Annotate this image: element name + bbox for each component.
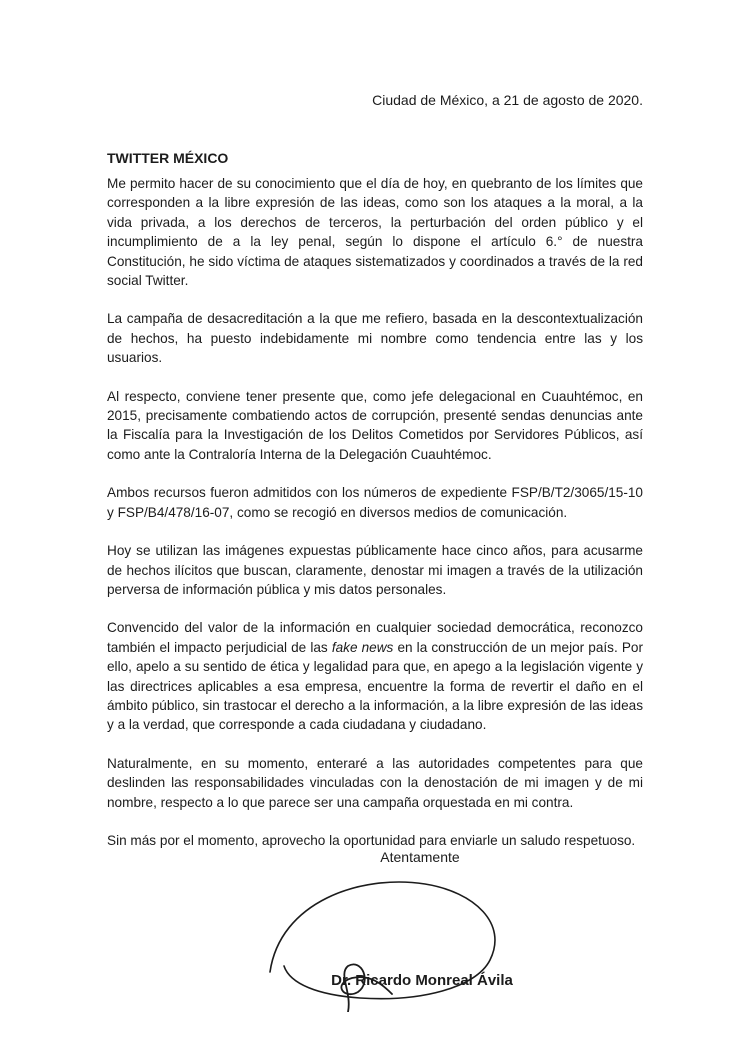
fake-news-after: en la construcción de un mejor país. Por ello, apelo a su sentido de ética y legalidad para que, en apego a la legislación vigente y las directrices aplicables a esa empresa, encuentre la forma de revertir el daño en el ámbito público, sin trastocar el derecho a la información, a la libre expresión de las ideas y a la verdad, que corresponde a cada ciudadana y ciudadano. (107, 639, 643, 733)
paragraph-background: Al respecto, conviene tener presente que, como jefe delegacional en Cuauhtémoc, en 2015, precisamente combatiendo actos de corrupción, presenté sendas denuncias ante la Fiscalía para la Investigación de los Delitos Cometidos por Servidores Públicos, así como ante la Contraloría Interna de la Delegación Cuauhtémoc. (107, 388, 643, 462)
paragraph-fake-news (107, 618, 643, 734)
fake-news-emphasis: fake news (331, 639, 394, 655)
paragraph-authorities: Naturalmente, en su momento, enteraré a las autoridades competentes para que deslinden las responsabilidades vinculadas con la denostación de mi imagen y de mi nombre, respecto a lo que parece ser una campaña orquestada en mi contra. (107, 755, 643, 810)
letter-date: Ciudad de México, a 21 de agosto de 2020. (372, 92, 643, 108)
letter-body (107, 174, 643, 869)
paragraph-case-numbers: Ambos recursos fueron admitidos con los números de expediente FSP/B/T2/3065/15-10 y FSP/B4/478/16-07, como se recogió en diversos medios de comunicación. (107, 485, 643, 520)
paragraph-images: Hoy se utilizan las imágenes expuestas públicamente hace cinco años, para acusarme de hechos ilícitos que buscan, claramente, denostar mi imagen a través de la utilización perversa de información pública y mis datos personales. (107, 543, 643, 597)
paragraph-farewell: Sin más por el momento, aprovecho la oportunidad para enviarle un saludo respetuoso. (107, 832, 636, 848)
letter-recipient: TWITTER MÉXICO (107, 150, 229, 166)
paragraph-complaint: Me permito hacer de su conocimiento que el día de hoy, en quebranto de los límites que corresponden a la libre expresión de las ideas, como son los ataques a la moral, a la vida privada, a los derechos de terceros, la perturbación del orden público y el incumplimiento de a la ley penal, según lo dispone el artículo 6.° de nuestra Constitución, he sido víctima de ataques sistematizados y coordinados a través de la red social Twitter. (107, 176, 643, 289)
paragraph-campaign: La campaña de desacreditación a la que me refiero, basada en la descontextualización de hechos, ha puesto indebidamente mi nombre como tendencia entre las y los usuarios. (107, 311, 643, 366)
letter-closing: Atentamente (380, 849, 460, 865)
fake-news-before: Convencido del valor de la información en cualquier sociedad democrática, reconozco también el impacto perjudicial de las (107, 620, 643, 655)
signer-name: Dr. Ricardo Monreal Ávila (331, 972, 513, 989)
